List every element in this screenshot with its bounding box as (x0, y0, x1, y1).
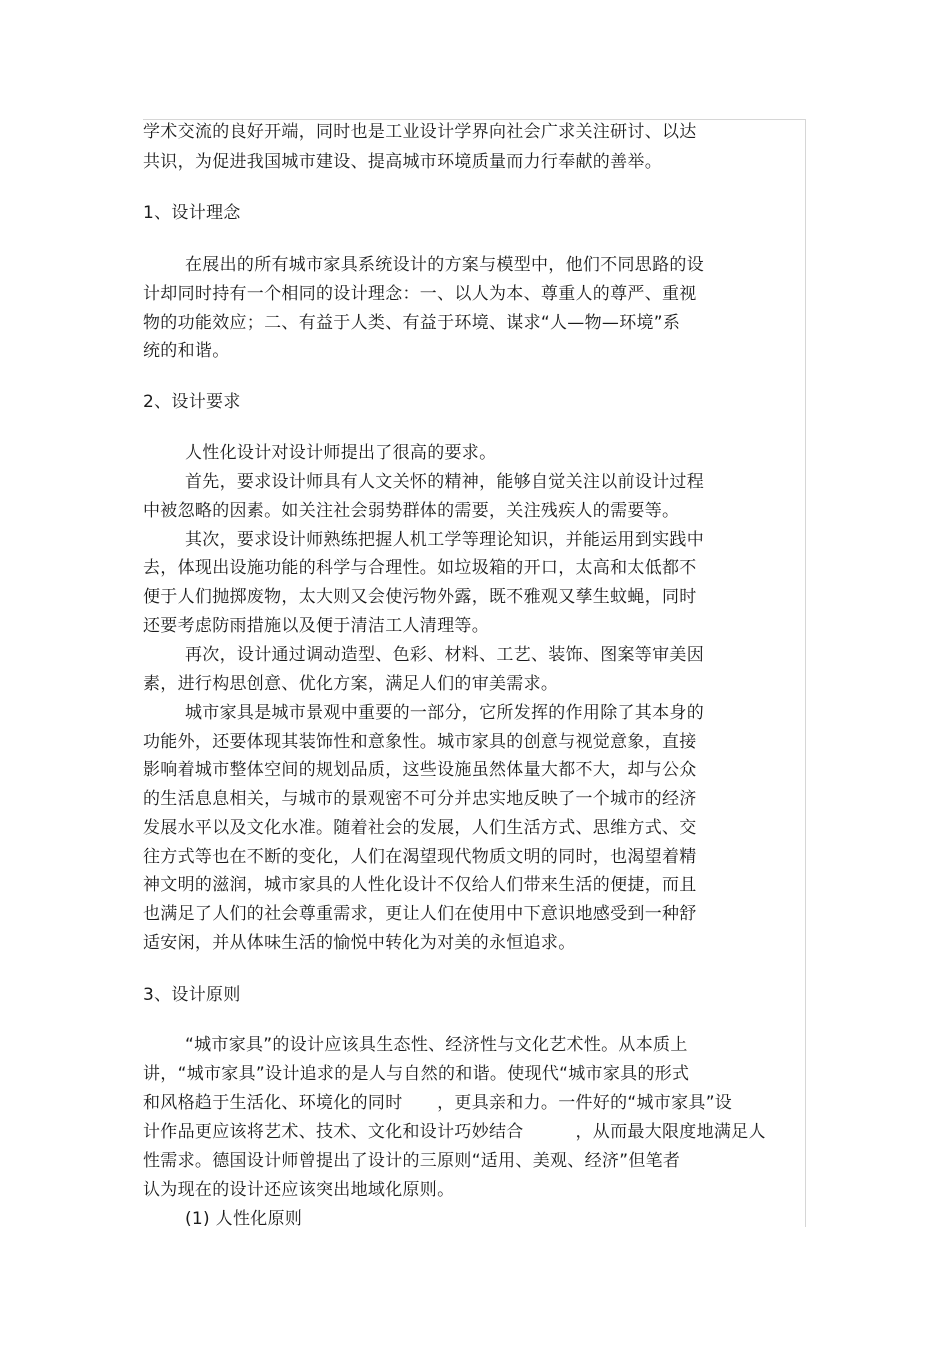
text-line: 统的和谐。 (143, 341, 230, 361)
text-line: 的生活息息相关，与城市的景观密不可分并忠实地反映了一个城市的经济 (143, 789, 697, 809)
text-line: 物的功能效应；二、有益于人类、有益于环境、谋求“人—物—环境”系 (143, 313, 681, 333)
text-line: 素，进行构思创意、优化方案，满足人们的审美需求。 (143, 674, 559, 694)
text-line: “城市家具”的设计应该具生态性、经济性与文化艺术性。从本质上 (185, 1035, 688, 1055)
text-line: 影响着城市整体空间的规划品质，这些设施虽然体量大都不大，却与公众 (143, 760, 697, 780)
text-line: 性需求。德国设计师曾提出了设计的三原则“适用、美观、经济”但笔者 (143, 1151, 681, 1171)
text-line: 适安闲，并从体味生活的愉悦中转化为对美的永恒追求。 (143, 933, 576, 953)
text-line: 功能外，还要体现其装饰性和意象性。城市家具的创意与视觉意象，直接 (143, 732, 697, 752)
text-line: 计却同时持有一个相同的设计理念：一、以人为本、尊重人的尊严、重视 (143, 284, 697, 304)
text-line: 便于人们抛掷废物，太大则又会使污物外露，既不雅观又孳生蚊蝇，同时 (143, 587, 697, 607)
text-line: 去，体现出设施功能的科学与合理性。如垃圾箱的开口，太高和太低都不 (143, 558, 697, 578)
text-line: 发展水平以及文化水准。随着社会的发展，人们生活方式、思维方式、交 (143, 818, 697, 838)
section-heading: 2、设计要求 (143, 392, 241, 412)
text-line: 还要考虑防雨措施以及便于清洁工人清理等。 (143, 616, 489, 636)
text-line: 学术交流的良好开端，同时也是工业设计学界向社会广求关注研讨、以达 (143, 122, 697, 142)
text-line: 讲，“城市家具”设计追求的是人与自然的和谐。使现代“城市家具的形式 (143, 1064, 690, 1084)
section-heading: 1、设计理念 (143, 203, 241, 223)
text-line: 和风格趋于生活化、环境化的同时 ，更具亲和力。一件好的“城市家具”设 (143, 1093, 733, 1113)
text-line: 城市家具是城市景观中重要的一部分，它所发挥的作用除了其本身的 (185, 703, 704, 723)
subsection-heading: (1) 人性化原则 (185, 1209, 303, 1229)
text-line: 在展出的所有城市家具系统设计的方案与模型中，他们不同思路的设 (185, 255, 704, 275)
text-line: 也满足了人们的社会尊重需求，更让人们在使用中下意识地感受到一种舒 (143, 904, 697, 924)
section-heading: 3、设计原则 (143, 985, 241, 1005)
text-line: 其次，要求设计师熟练把握人机工学等理论知识，并能运用到实践中 (185, 530, 704, 550)
text-line: 共识，为促进我国城市建设、提高城市环境质量而力行奉献的善举。 (143, 152, 662, 172)
text-line: 人性化设计对设计师提出了很高的要求。 (185, 443, 497, 463)
text-line: 首先，要求设计师具有人文关怀的精神，能够自觉关注以前设计过程 (185, 472, 704, 492)
text-line: 计作品更应该将艺术、技术、文化和设计巧妙结合 ，从而最大限度地满足人 (143, 1122, 766, 1142)
text-line: 神文明的滋润，城市家具的人性化设计不仅给人们带来生活的便捷，而且 (143, 875, 697, 895)
text-line: 再次，设计通过调动造型、色彩、材料、工艺、装饰、图案等审美因 (185, 645, 704, 665)
text-line: 往方式等也在不断的变化，人们在渴望现代物质文明的同时，也渴望着精 (143, 847, 697, 867)
text-line: 中被忽略的因素。如关注社会弱势群体的需要，关注残疾人的需要等。 (143, 501, 680, 521)
text-line: 认为现在的设计还应该突出地域化原则。 (143, 1180, 455, 1200)
